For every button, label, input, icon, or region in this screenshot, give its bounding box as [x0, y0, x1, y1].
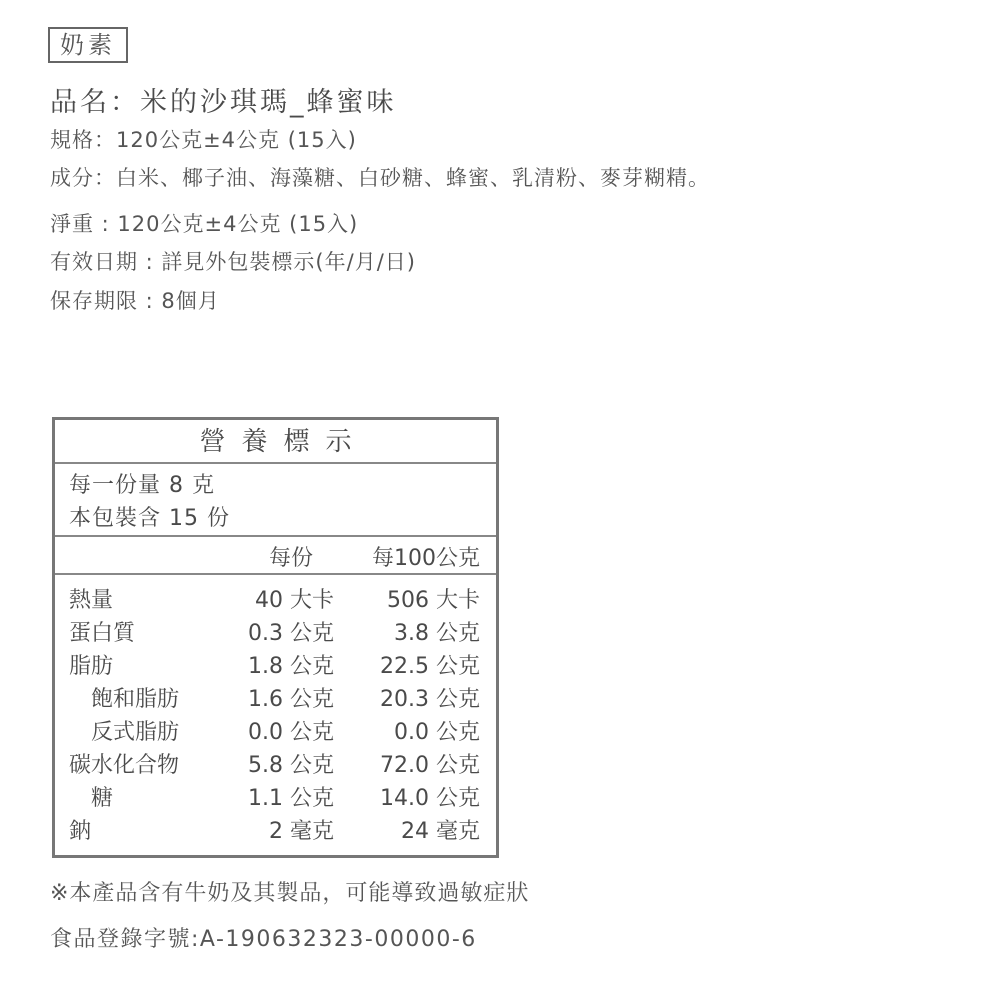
license-number: 食品登錄字號:A-190632323-00000-6	[50, 927, 477, 952]
nutrient-row	[55, 649, 496, 682]
nutrition-table	[52, 417, 499, 858]
product-name: 品名：米的沙琪瑪_蜂蜜味	[50, 87, 397, 118]
nutrient-row	[55, 748, 496, 781]
divider	[55, 573, 496, 575]
column-header-per-100g: 每100公克	[372, 546, 480, 571]
per-100g-value: 0.0 公克	[394, 720, 480, 745]
per-serving-value: 40 大卡	[255, 588, 334, 613]
net-weight-line: 淨重 : 120公克±4公克 (15入)	[50, 212, 359, 236]
nutrient-label: 脂肪	[69, 654, 114, 679]
nutrient-label: 糖	[91, 786, 114, 811]
per-100g-value: 14.0 公克	[380, 786, 480, 811]
nutrient-row	[55, 781, 496, 814]
column-header-per-serving: 每份	[269, 546, 314, 571]
nutrient-row	[55, 583, 496, 616]
per-100g-value: 24 毫克	[401, 819, 480, 844]
per-serving-value: 1.1 公克	[248, 786, 334, 811]
per-100g-value: 3.8 公克	[394, 621, 480, 646]
nutrient-row	[55, 814, 496, 847]
nutrient-label: 鈉	[69, 819, 92, 844]
nutrient-row	[55, 616, 496, 649]
per-serving-value: 0.0 公克	[248, 720, 334, 745]
per-100g-value: 506 大卡	[387, 588, 480, 613]
ingredients-line: 成分：白米、椰子油、海藻糖、白砂糖、蜂蜜、乳清粉、麥芽糊精。	[50, 166, 710, 190]
per-100g-value: 22.5 公克	[380, 654, 480, 679]
nutrient-label: 飽和脂肪	[91, 687, 180, 712]
per-serving-value: 1.6 公克	[248, 687, 334, 712]
nutrient-row	[55, 682, 496, 715]
shelf-life-line: 保存期限 : 8個月	[50, 289, 220, 313]
serving-size: 每一份量 8 克	[69, 473, 215, 498]
allergen-notice: ※本產品含有牛奶及其製品，可能導致過敏症狀	[50, 881, 530, 906]
divider	[55, 462, 496, 464]
nutrition-title: 營養標示	[199, 427, 368, 457]
per-serving-value: 0.3 公克	[248, 621, 334, 646]
nutrient-label: 蛋白質	[69, 621, 136, 646]
per-100g-value: 72.0 公克	[380, 753, 480, 778]
servings-per-pack: 本包裝含 15 份	[69, 506, 230, 531]
diet-badge: 奶素	[48, 27, 128, 63]
per-100g-value: 20.3 公克	[380, 687, 480, 712]
per-serving-value: 5.8 公克	[248, 753, 334, 778]
expiry-line: 有效日期 : 詳見外包裝標示(年/月/日)	[50, 250, 416, 274]
nutrient-label: 反式脂肪	[91, 720, 180, 745]
per-serving-value: 1.8 公克	[248, 654, 334, 679]
nutrient-row	[55, 715, 496, 748]
nutrient-label: 碳水化合物	[69, 753, 180, 778]
spec-line: 規格：120公克±4公克 (15入)	[50, 128, 357, 152]
nutrient-label: 熱量	[69, 588, 114, 613]
divider	[55, 535, 496, 537]
per-serving-value: 2 毫克	[269, 819, 334, 844]
